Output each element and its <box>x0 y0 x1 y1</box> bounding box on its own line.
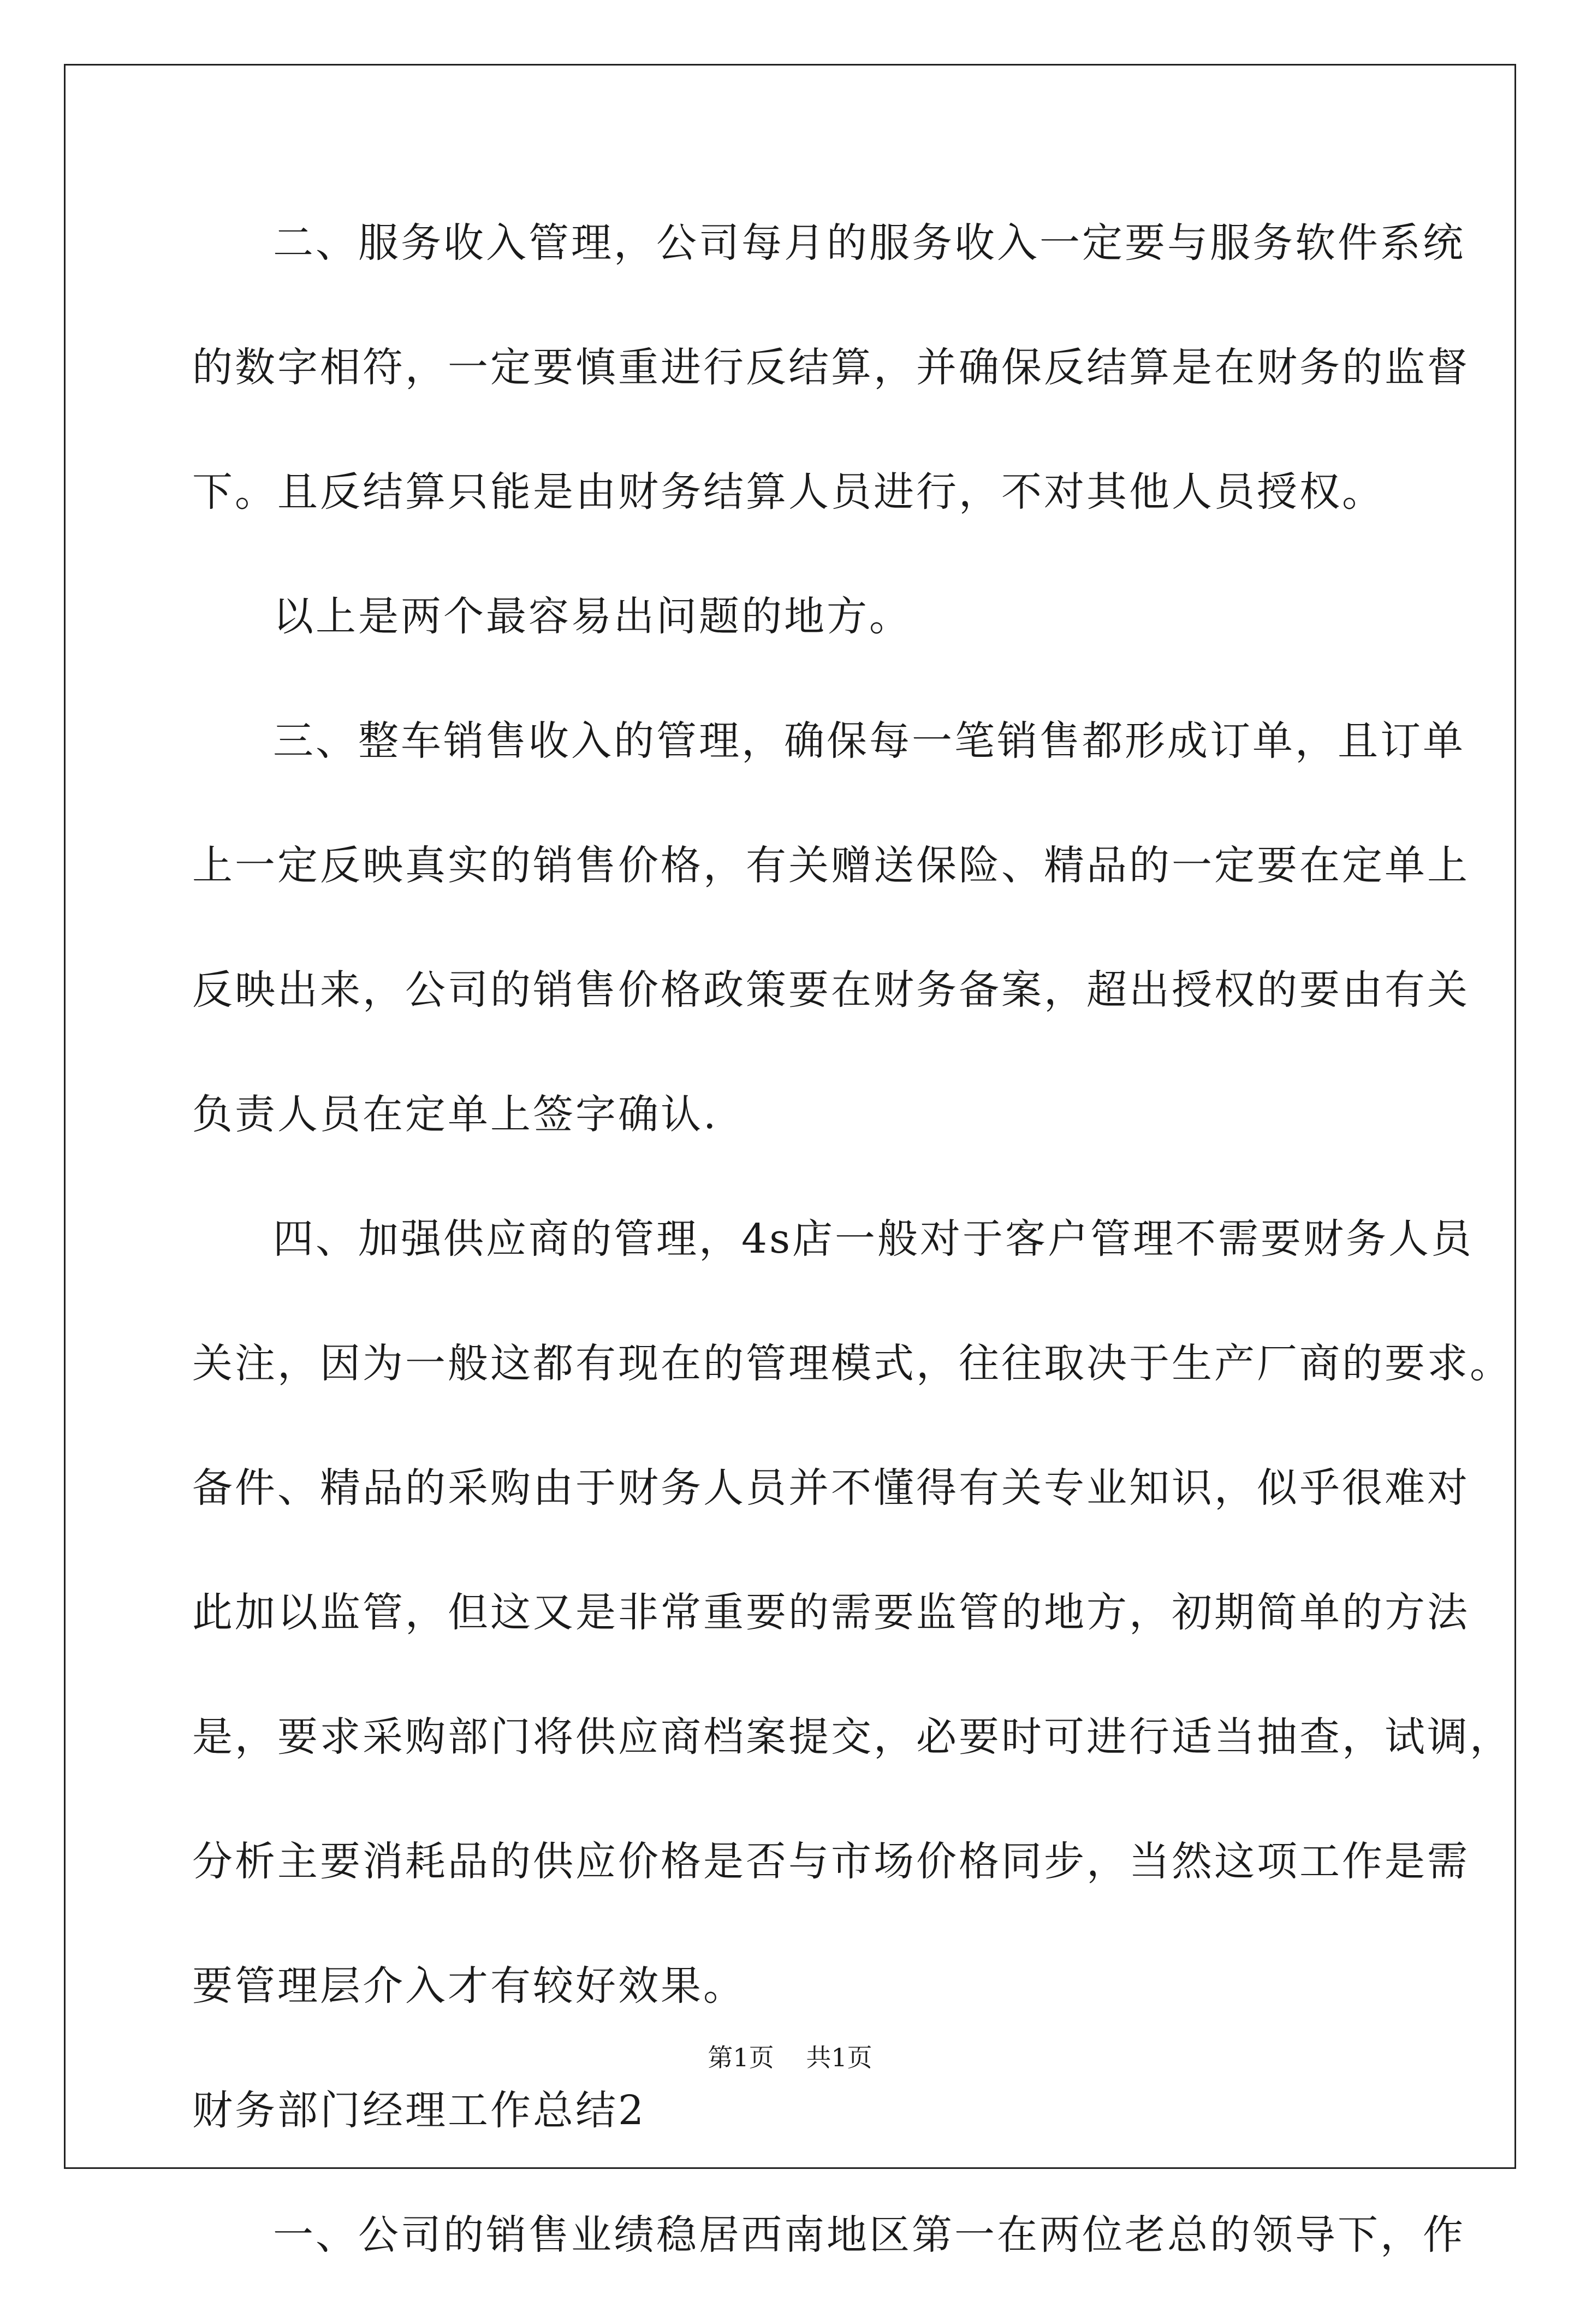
text-line: 此加以监管，但这又是非常重要的需要监管的地方，初期简单的方法 <box>192 1589 1470 1636</box>
text-line: 备件、精品的采购由于财务人员并不懂得有关专业知识，似乎很难对 <box>192 1465 1470 1511</box>
text-line: 分析主要消耗品的供应价格是否与市场价格同步，当然这项工作是需 <box>192 1838 1470 1885</box>
text-line: 负责人员在定单上签字确认. <box>192 1091 718 1138</box>
text-line: 关注，因为一般这都有现在的管理模式，往往取决于生产厂商的要求。 <box>192 1340 1512 1387</box>
page-total: 共1页 <box>806 2043 872 2072</box>
text-line: 三、整车销售收入的管理，确保每一笔销售都形成订单，且订单 <box>273 718 1465 764</box>
text-line: 的数字相符，一定要慎重进行反结算，并确保反结算是在财务的监督 <box>192 344 1470 391</box>
page-footer <box>0 2041 1580 2074</box>
text-line: 一、公司的销售业绩稳居西南地区第一在两位老总的领导下，作 <box>273 2212 1465 2258</box>
section-heading: 财务部门经理工作总结2 <box>192 2087 646 2134</box>
text-line: 要管理层介入才有较好效果。 <box>192 1963 746 2009</box>
text-line: 上一定反映真实的销售价格，有关赠送保险、精品的一定要在定单上 <box>192 842 1470 889</box>
text-line: 四、加强供应商的管理，4s店一般对于客户管理不需要财务人员 <box>273 1216 1474 1262</box>
text-line: 以上是两个最容易出问题的地方。 <box>273 593 912 640</box>
text-line: 下。且反结算只能是由财务结算人员进行，不对其他人员授权。 <box>192 469 1385 515</box>
document-body <box>192 208 1512 2324</box>
text-line: 反映出来，公司的销售价格政策要在财务备案，超出授权的要由有关 <box>192 967 1470 1013</box>
text-line: 二、服务收入管理，公司每月的服务收入一定要与服务软件系统 <box>273 220 1465 266</box>
page-number: 第1页 <box>708 2043 774 2072</box>
text-line: 是，要求采购部门将供应商档案提交，必要时可进行适当抽查，试调， <box>192 1714 1512 1760</box>
